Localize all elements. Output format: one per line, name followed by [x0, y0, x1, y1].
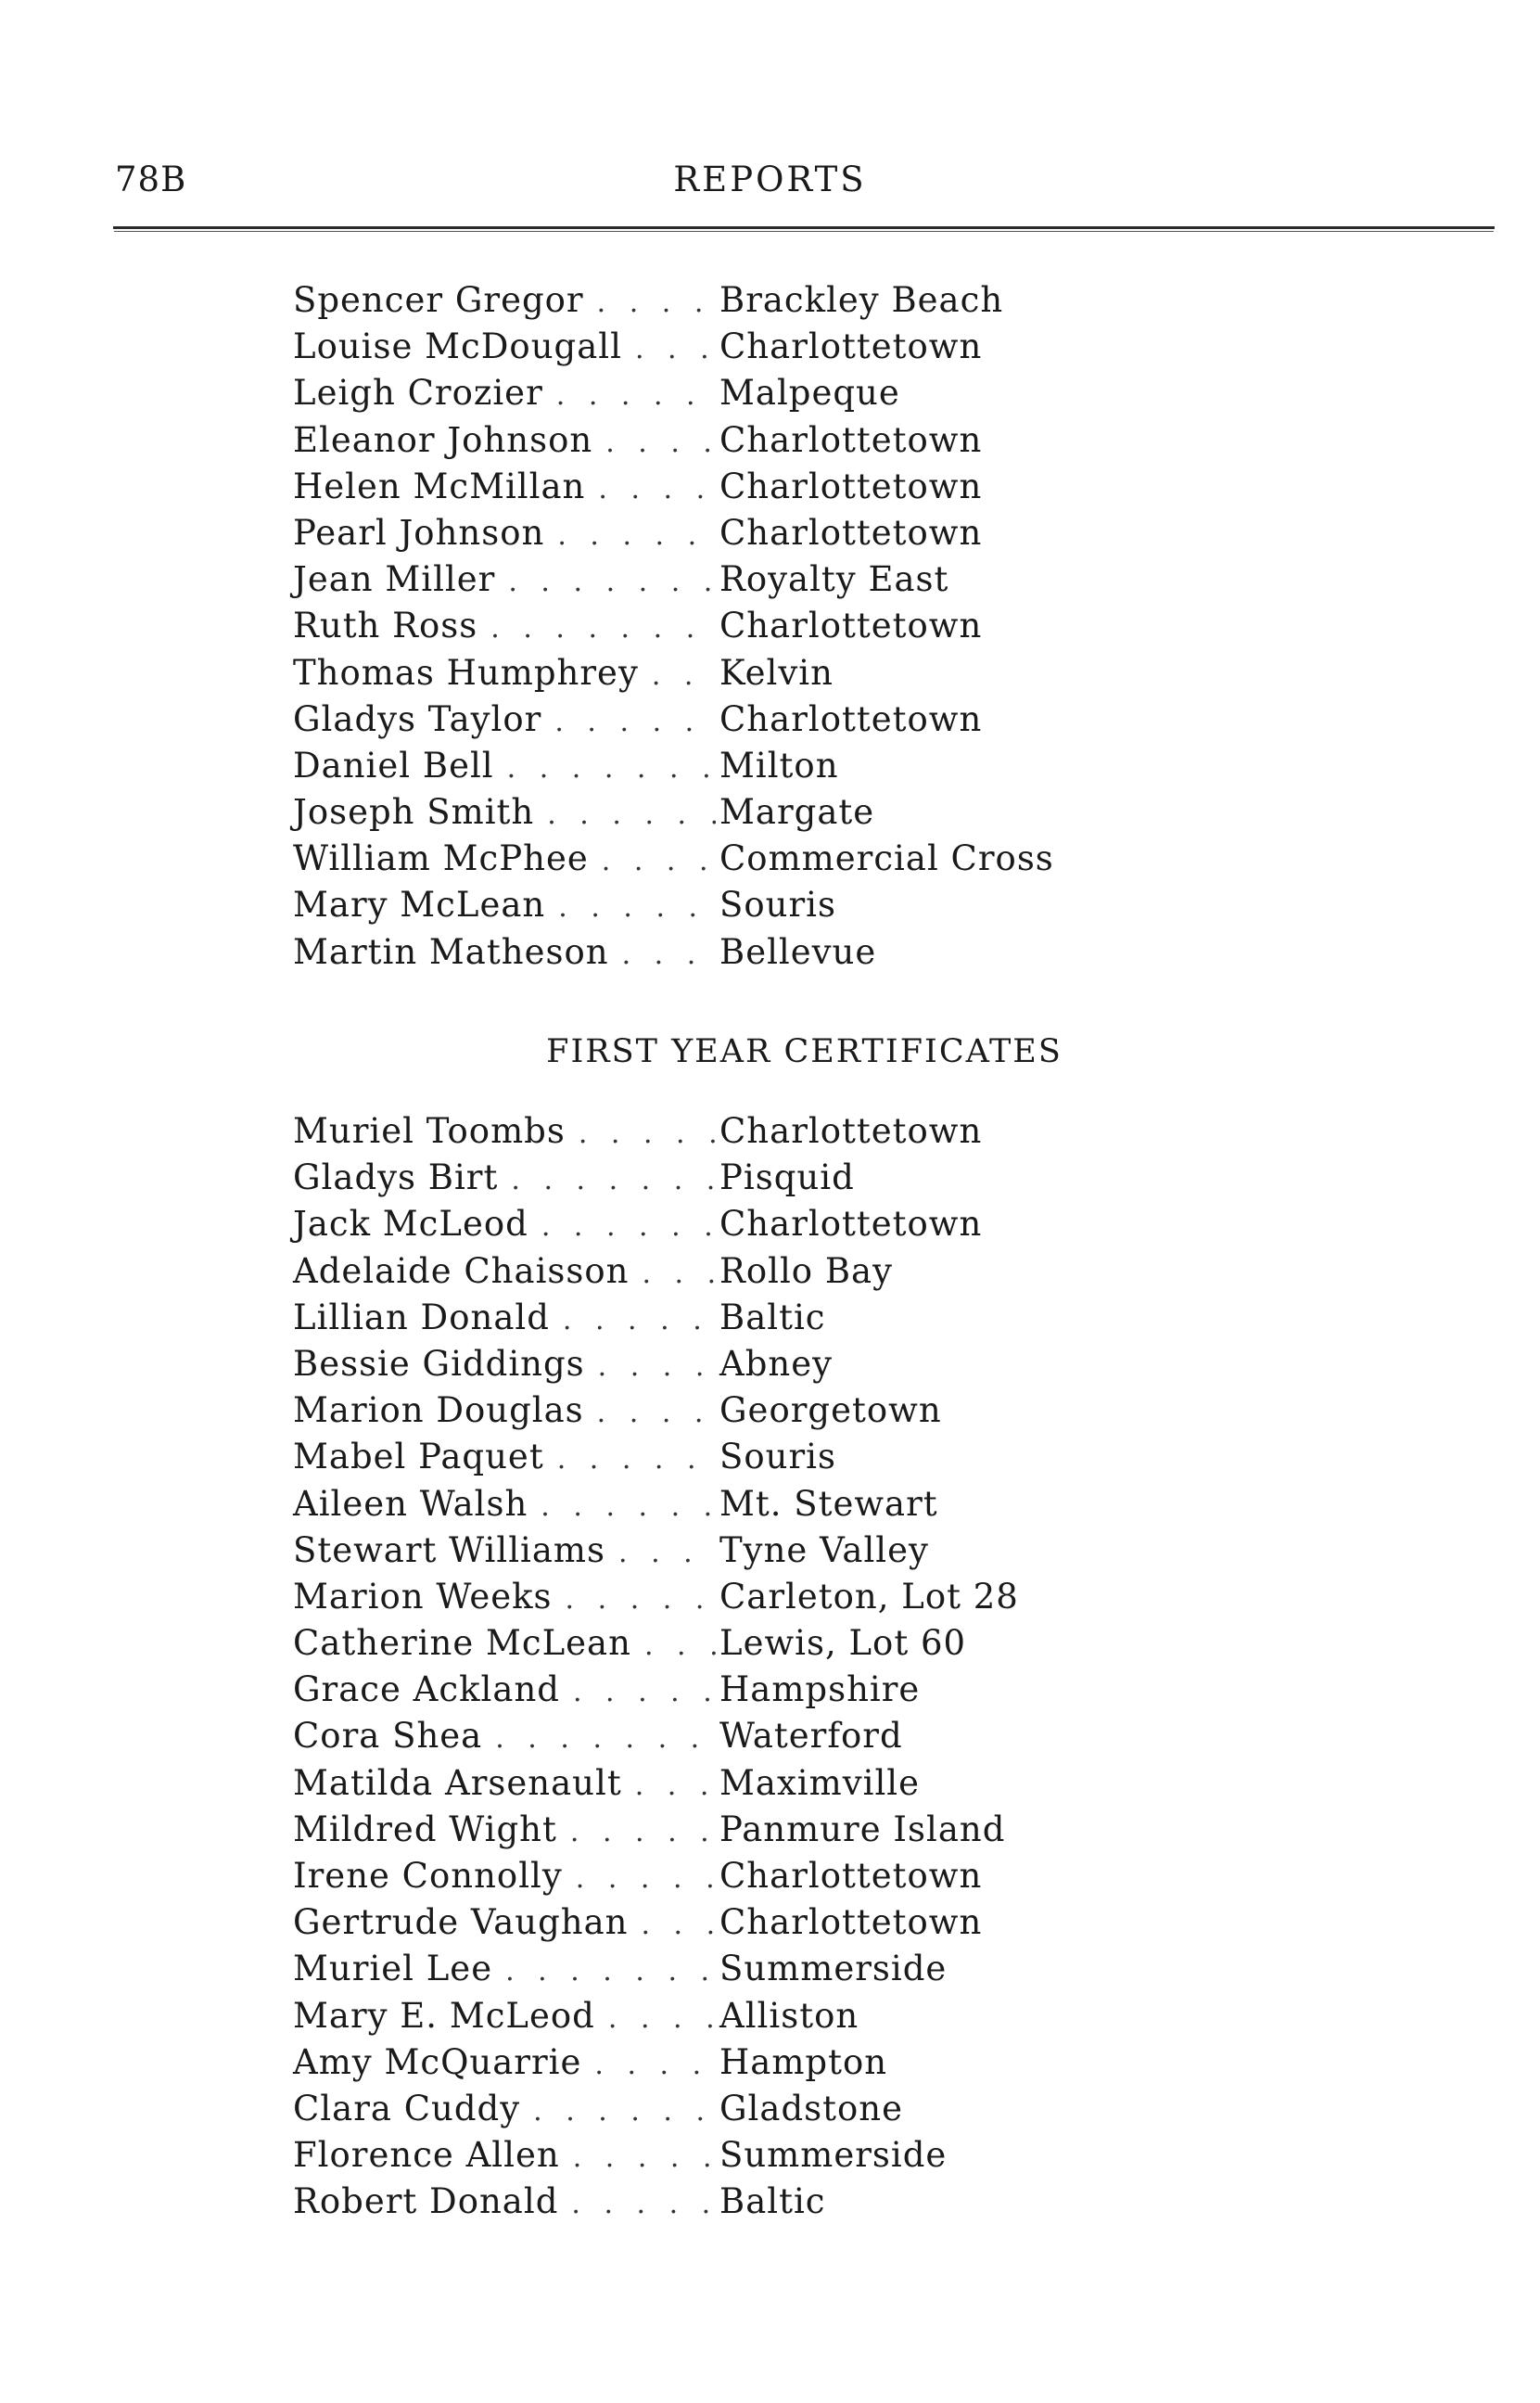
list-entry — [293, 420, 1294, 467]
list-entry — [293, 1623, 1294, 1669]
entry-place: Tyne Valley — [719, 1529, 929, 1570]
dot-leader — [602, 845, 716, 877]
entry-name: Daniel Bell — [293, 745, 494, 786]
entry-name: Muriel Toombs — [293, 1111, 566, 1151]
entry-place: Carleton, Lot 28 — [719, 1576, 1019, 1617]
entry-place: Bellevue — [719, 931, 877, 972]
entry-name: Cora Shea — [293, 1716, 483, 1757]
list-entry — [293, 280, 1294, 326]
dot-leader — [563, 1304, 716, 1336]
header-rule — [113, 226, 1495, 229]
entry-place: Abney — [719, 1343, 834, 1384]
entry-name: Martin Matheson — [293, 931, 609, 972]
entry-place: Charlottetown — [719, 606, 983, 646]
list-entry — [293, 1251, 1294, 1297]
dot-leader — [541, 1210, 716, 1243]
entry-place: Charlottetown — [719, 512, 983, 553]
entry-name: Grace Ackland — [293, 1669, 560, 1710]
list-entry — [293, 932, 1294, 978]
list-entry — [293, 2089, 1294, 2135]
list-entry — [293, 1484, 1294, 1530]
list-entry — [293, 1157, 1294, 1204]
entry-place: Maximville — [719, 1762, 921, 1803]
entry-name: William McPhee — [293, 838, 589, 879]
list-entry — [293, 838, 1294, 885]
list-entry — [293, 1716, 1294, 1762]
entry-place: Panmure Island — [719, 1809, 1006, 1849]
entry-place: Gladstone — [719, 2088, 903, 2128]
continued-name-list — [293, 280, 1294, 978]
entry-place: Summerside — [719, 1949, 948, 1989]
entry-place: Charlottetown — [719, 1111, 983, 1151]
entry-place: Summerside — [719, 2135, 948, 2176]
entry-place: Rollo Bay — [719, 1250, 893, 1291]
list-entry — [293, 885, 1294, 931]
page-number: 78B — [115, 160, 187, 199]
list-entry — [293, 699, 1294, 746]
list-entry — [293, 513, 1294, 559]
list-entry — [293, 1111, 1294, 1157]
entry-name: Pearl Johnson — [293, 512, 545, 553]
entry-name: Aileen Walsh — [293, 1483, 528, 1524]
dot-leader — [573, 1676, 716, 1708]
entry-place: Waterford — [719, 1716, 903, 1757]
entry-name: Thomas Humphrey — [293, 652, 639, 693]
dot-leader — [576, 1862, 716, 1895]
entry-place: Baltic — [719, 1297, 826, 1337]
entry-name: Lillian Donald — [293, 1297, 550, 1337]
list-entry — [293, 1902, 1294, 1949]
entry-name: Amy McQuarrie — [293, 2041, 582, 2082]
entry-place: Alliston — [719, 1995, 859, 2036]
entry-name: Mabel Paquet — [293, 1437, 544, 1477]
list-entry — [293, 1577, 1294, 1623]
list-entry — [293, 792, 1294, 838]
list-entry — [293, 1763, 1294, 1809]
first-year-certificates-list — [293, 1111, 1294, 2229]
dot-leader — [566, 1583, 716, 1616]
dot-leader — [622, 939, 716, 971]
dot-leader — [557, 1443, 716, 1476]
entry-name: Gertrude Vaughan — [293, 1902, 629, 1943]
entry-name: Marion Weeks — [293, 1576, 553, 1617]
entry-name: Adelaide Chaisson — [293, 1250, 630, 1291]
entry-place: Charlottetown — [719, 466, 983, 506]
entry-name: Matilda Arsenault — [293, 1762, 622, 1803]
dot-leader — [635, 1770, 716, 1802]
entry-name: Florence Allen — [293, 2135, 560, 2176]
dot-leader — [554, 706, 716, 738]
section-heading: FIRST YEAR CERTIFICATES — [546, 1033, 1063, 1070]
dot-leader — [652, 659, 716, 692]
running-head: REPORTS — [673, 160, 867, 199]
list-entry — [293, 1996, 1294, 2042]
entry-name: Robert Donald — [293, 2181, 559, 2222]
dot-leader — [573, 2141, 716, 2174]
dot-leader — [635, 333, 716, 365]
entry-name: Gladys Birt — [293, 1157, 499, 1198]
entry-name: Eleanor Johnson — [293, 419, 593, 460]
entry-place: Charlottetown — [719, 419, 983, 460]
dot-leader — [618, 1537, 716, 1569]
entry-place: Milton — [719, 745, 839, 786]
entry-place: Brackley Beach — [719, 280, 1004, 320]
entry-place: Royalty East — [719, 559, 949, 600]
list-entry — [293, 1297, 1294, 1344]
entry-place: Charlottetown — [719, 1204, 983, 1245]
entry-place: Pisquid — [719, 1157, 855, 1198]
entry-name: Mary McLean — [293, 885, 546, 926]
entry-name: Jean Miller — [293, 559, 496, 600]
list-entry — [293, 1530, 1294, 1577]
dot-leader — [571, 2188, 716, 2220]
entry-name: Mary E. McLeod — [293, 1995, 595, 2036]
dot-leader — [597, 287, 716, 319]
entry-name: Gladys Taylor — [293, 698, 542, 739]
dot-leader — [547, 799, 716, 831]
entry-name: Helen McMillan — [293, 466, 586, 506]
list-entry — [293, 2135, 1294, 2181]
dot-leader — [556, 379, 716, 412]
list-entry — [293, 1949, 1294, 1995]
entry-name: Jack McLeod — [293, 1204, 528, 1245]
list-entry — [293, 606, 1294, 652]
dot-leader — [558, 891, 716, 924]
entry-name: Clara Cuddy — [293, 2088, 521, 2128]
entry-place: Kelvin — [719, 652, 834, 693]
entry-name: Muriel Lee — [293, 1949, 493, 1989]
entry-place: Baltic — [719, 2181, 826, 2222]
entry-name: Mildred Wight — [293, 1809, 557, 1849]
dot-leader — [505, 1955, 716, 1988]
entry-place: Commercial Cross — [719, 838, 1054, 879]
dot-leader — [608, 2002, 716, 2035]
dot-leader — [508, 566, 716, 598]
entry-name: Spencer Gregor — [293, 280, 584, 320]
dot-leader — [541, 1490, 716, 1523]
dot-leader — [644, 1630, 716, 1662]
dot-leader — [642, 1258, 716, 1290]
dot-leader — [495, 1722, 716, 1755]
entry-name: Leigh Crozier — [293, 373, 543, 414]
list-entry — [293, 2042, 1294, 2089]
entry-place: Mt. Stewart — [719, 1483, 938, 1524]
list-entry — [293, 1669, 1294, 1716]
dot-leader — [511, 1164, 716, 1196]
dot-leader — [605, 427, 716, 459]
list-entry — [293, 746, 1294, 792]
entry-place: Souris — [719, 885, 836, 926]
entry-name: Louise McDougall — [293, 326, 622, 367]
list-entry — [293, 1856, 1294, 1902]
list-entry — [293, 1344, 1294, 1390]
dot-leader — [579, 1118, 716, 1150]
entry-name: Joseph Smith — [293, 792, 535, 833]
entry-place: Lewis, Lot 60 — [719, 1623, 967, 1664]
entry-place: Hampton — [719, 2041, 888, 2082]
entry-place: Charlottetown — [719, 1856, 983, 1896]
entry-name: Ruth Ross — [293, 606, 478, 646]
dot-leader — [533, 2095, 716, 2128]
entry-place: Georgetown — [719, 1390, 942, 1431]
entry-place: Malpeque — [719, 373, 900, 414]
entry-name: Bessie Giddings — [293, 1343, 585, 1384]
dot-leader — [598, 1350, 716, 1383]
entry-place: Charlottetown — [719, 326, 983, 367]
entry-place: Souris — [719, 1437, 836, 1477]
list-entry — [293, 1809, 1294, 1856]
entry-name: Catherine McLean — [293, 1623, 631, 1664]
entry-place: Margate — [719, 792, 875, 833]
dot-leader — [598, 473, 716, 505]
entry-name: Stewart Williams — [293, 1529, 606, 1570]
entry-place: Charlottetown — [719, 1902, 983, 1943]
list-entry — [293, 467, 1294, 513]
list-entry — [293, 326, 1294, 373]
entry-place: Charlottetown — [719, 698, 983, 739]
entry-place: Hampshire — [719, 1669, 921, 1710]
entry-name: Marion Douglas — [293, 1390, 584, 1431]
list-entry — [293, 653, 1294, 699]
list-entry — [293, 1204, 1294, 1250]
dot-leader — [557, 519, 716, 552]
dot-leader — [570, 1816, 716, 1848]
list-entry — [293, 1437, 1294, 1483]
dot-leader — [641, 1909, 716, 1941]
entry-name: Irene Connolly — [293, 1856, 563, 1896]
dot-leader — [507, 752, 716, 785]
list-entry — [293, 559, 1294, 606]
dot-leader — [597, 1397, 716, 1429]
dot-leader — [594, 2049, 716, 2081]
list-entry — [293, 373, 1294, 419]
list-entry — [293, 2181, 1294, 2228]
dot-leader — [490, 612, 716, 645]
list-entry — [293, 1390, 1294, 1437]
